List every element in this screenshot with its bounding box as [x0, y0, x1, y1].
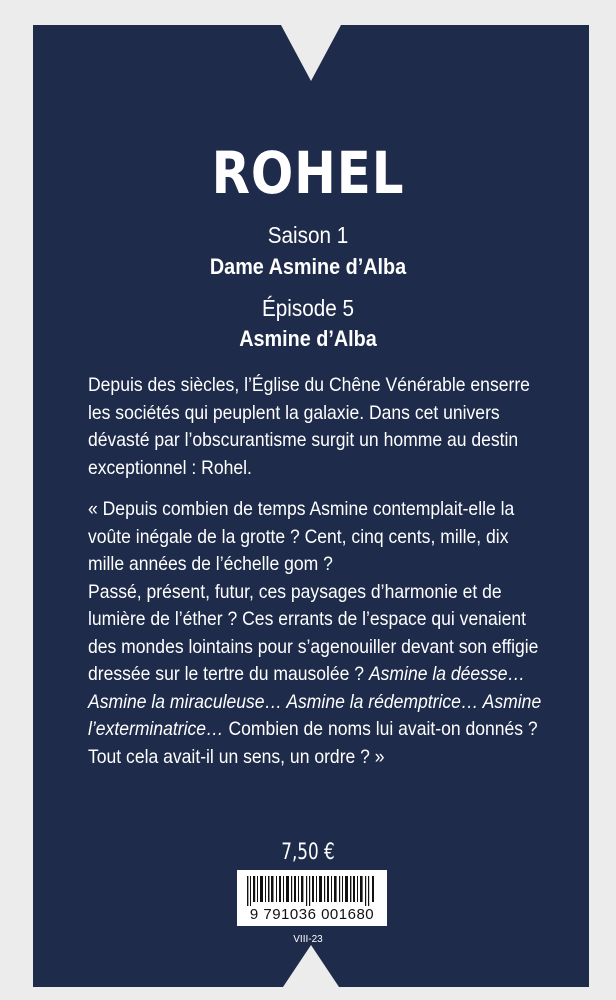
series-title: ROHEL: [211, 139, 405, 207]
isbn-number: 9 791036 001680: [249, 906, 375, 923]
barcode-bars: [247, 876, 377, 906]
excerpt-italic: Asmine la déesse… Asmine la miraculeuse… Asmine la rédemptrice… Asmine l’exterminatrice…: [88, 663, 542, 740]
blurb-paragraph: [88, 372, 545, 482]
excerpt-part1: « Depuis combien de temps Asmine contemplait-elle la voûte inégale de la grotte ? Cent, cinq cents, mille, dix mille années de l’échelle gom ?: [88, 498, 515, 575]
price-label: 7,50 €: [281, 840, 335, 865]
saga-title: Dame Asmine d’Alba: [209, 254, 407, 279]
print-code: VIII-23: [293, 934, 323, 945]
barcode: [237, 870, 387, 926]
excerpt-part2-container: [88, 579, 545, 772]
excerpt-part3: Combien de noms lui avait-on donnés ? Tout cela avait-il un sens, un ordre ? »: [88, 718, 538, 768]
bottom-notch-decoration: [283, 945, 339, 987]
top-notch-decoration: [281, 25, 341, 81]
episode-title: Asmine d’Alba: [239, 326, 377, 351]
episode-label: Épisode 5: [261, 295, 355, 321]
excerpt-part2: Passé, présent, futur, ces paysages d’harmonie et de lumière de l’éther ? Ces errants de l’espace qui venaient des mondes lointains pour s’agenouiller devant son effigie dressée sur le tertre du mausolée ?: [88, 580, 539, 685]
blurb-text: Depuis des siècles, l’Église du Chêne Vénérable enserre les sociétés qui peuplent la galaxie. Dans cet univers dévasté par l’obscurantisme surgit un homme au destin exceptionnel : Rohel.: [88, 374, 530, 479]
excerpt-paragraph: [88, 496, 545, 771]
season-label: Saison 1: [267, 222, 349, 248]
